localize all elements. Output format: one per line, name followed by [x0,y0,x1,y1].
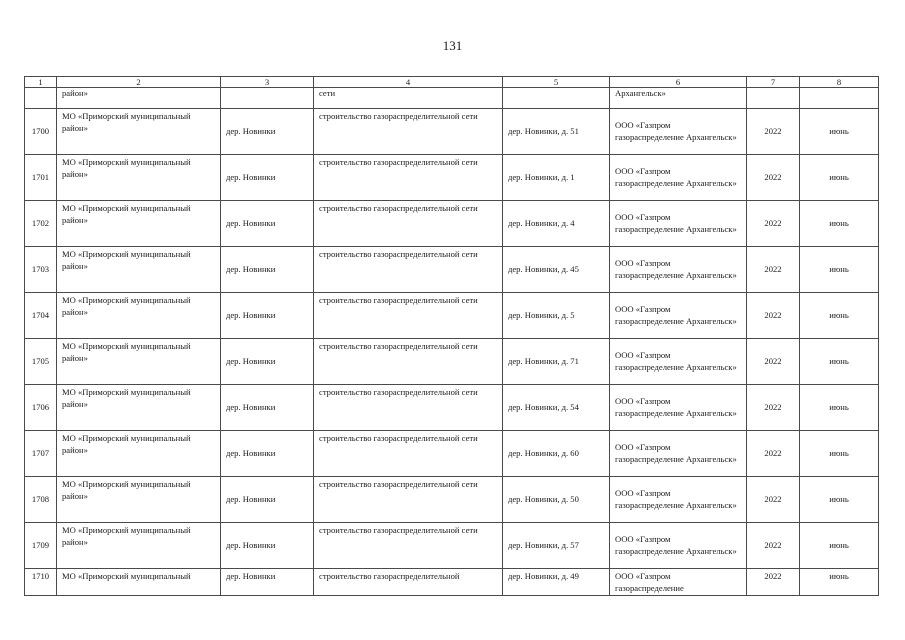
table-row [25,293,879,339]
column-header-6: 6 [610,77,747,88]
cell-district: МО «Приморский муниципальный район» [57,385,221,431]
cell-month: июнь [800,247,879,293]
table-row [25,431,879,477]
cell-num: 1707 [25,431,57,477]
cell-num [25,88,57,109]
cell-month: июнь [800,201,879,247]
cell-address: дер. Новинки, д. 71 [503,339,610,385]
cell-work: строительство газораспределительной сети [314,523,503,569]
cell-month: июнь [800,109,879,155]
cell-district: МО «Приморский муниципальный район» [57,431,221,477]
cell-work: строительство газораспределительной сети [314,201,503,247]
cell-org: ООО «Газпром газораспределение Архангельск» [610,477,747,523]
cell-address: дер. Новинки, д. 51 [503,109,610,155]
cell-org: Архангельск» [610,88,747,109]
table-row [25,339,879,385]
cell-work: строительство газораспределительной сети [314,431,503,477]
cell-num: 1703 [25,247,57,293]
cell-district: район» [57,88,221,109]
cell-month: июнь [800,385,879,431]
cell-settlement [221,88,314,109]
cell-year: 2022 [747,109,800,155]
cell-num: 1706 [25,385,57,431]
cell-num: 1709 [25,523,57,569]
cell-settlement: дер. Новинки [221,477,314,523]
cell-work: строительство газораспределительной сети [314,477,503,523]
cell-org: ООО «Газпром газораспределение [610,569,747,596]
cell-address: дер. Новинки, д. 45 [503,247,610,293]
cell-org: ООО «Газпром газораспределение Архангельск» [610,385,747,431]
cell-month [800,88,879,109]
cell-num: 1700 [25,109,57,155]
cell-year [747,88,800,109]
cell-district: МО «Приморский муниципальный район» [57,523,221,569]
table-header [25,77,879,88]
column-header-7: 7 [747,77,800,88]
table-row [25,247,879,293]
cell-num: 1705 [25,339,57,385]
table-row [25,201,879,247]
table-row [25,477,879,523]
cell-settlement: дер. Новинки [221,247,314,293]
cell-district: МО «Приморский муниципальный район» [57,477,221,523]
cell-year: 2022 [747,569,800,596]
column-header-4: 4 [314,77,503,88]
cell-work: строительство газораспределительной сети [314,385,503,431]
cell-year: 2022 [747,523,800,569]
cell-district: МО «Приморский муниципальный район» [57,155,221,201]
cell-year: 2022 [747,477,800,523]
cell-month: июнь [800,477,879,523]
table-body [25,88,879,596]
cell-district: МО «Приморский муниципальный район» [57,201,221,247]
cell-district: МО «Приморский муниципальный район» [57,293,221,339]
cell-settlement: дер. Новинки [221,201,314,247]
column-header-1: 1 [25,77,57,88]
cell-district: МО «Приморский муниципальный район» [57,339,221,385]
cell-address: дер. Новинки, д. 57 [503,523,610,569]
cell-work: строительство газораспределительной сети [314,293,503,339]
cell-settlement: дер. Новинки [221,523,314,569]
cell-year: 2022 [747,247,800,293]
cell-num: 1704 [25,293,57,339]
cell-district: МО «Приморский муниципальный район» [57,247,221,293]
cell-month: июнь [800,155,879,201]
cell-district: МО «Приморский муниципальный [57,569,221,596]
cell-num: 1702 [25,201,57,247]
cell-org: ООО «Газпром газораспределение Архангельск» [610,109,747,155]
cell-org: ООО «Газпром газораспределение Архангельск» [610,431,747,477]
cell-work: сети [314,88,503,109]
cell-work: строительство газораспределительной сети [314,109,503,155]
column-header-3: 3 [221,77,314,88]
cell-settlement: дер. Новинки [221,385,314,431]
cell-org: ООО «Газпром газораспределение Архангельск» [610,339,747,385]
cell-work: строительство газораспределительной сети [314,247,503,293]
cell-settlement: дер. Новинки [221,293,314,339]
table-row-partial [25,569,879,596]
cell-year: 2022 [747,385,800,431]
cell-work: строительство газораспределительной сети [314,339,503,385]
cell-month: июнь [800,339,879,385]
cell-year: 2022 [747,339,800,385]
column-header-8: 8 [800,77,879,88]
cell-num: 1710 [25,569,57,596]
column-header-5: 5 [503,77,610,88]
cell-year: 2022 [747,201,800,247]
column-number-row [25,77,879,88]
cell-address: дер. Новинки, д. 4 [503,201,610,247]
cell-year: 2022 [747,293,800,339]
continuation-row [25,88,879,109]
cell-district: МО «Приморский муниципальный район» [57,109,221,155]
cell-num: 1708 [25,477,57,523]
cell-address: дер. Новинки, д. 60 [503,431,610,477]
gas-network-registry-table [24,76,879,596]
cell-month: июнь [800,431,879,477]
cell-org: ООО «Газпром газораспределение Архангельск» [610,293,747,339]
cell-address: дер. Новинки, д. 54 [503,385,610,431]
cell-settlement: дер. Новинки [221,431,314,477]
cell-year: 2022 [747,155,800,201]
cell-num: 1701 [25,155,57,201]
cell-settlement: дер. Новинки [221,569,314,596]
cell-address [503,88,610,109]
table-row [25,109,879,155]
cell-address: дер. Новинки, д. 49 [503,569,610,596]
cell-settlement: дер. Новинки [221,155,314,201]
cell-org: ООО «Газпром газораспределение Архангельск» [610,155,747,201]
cell-month: июнь [800,523,879,569]
cell-settlement: дер. Новинки [221,109,314,155]
cell-month: июнь [800,293,879,339]
cell-month: июнь [800,569,879,596]
cell-settlement: дер. Новинки [221,339,314,385]
cell-address: дер. Новинки, д. 5 [503,293,610,339]
cell-work: строительство газораспределительной [314,569,503,596]
table-row [25,155,879,201]
table-row [25,385,879,431]
cell-year: 2022 [747,431,800,477]
table-row [25,523,879,569]
cell-org: ООО «Газпром газораспределение Архангельск» [610,201,747,247]
cell-address: дер. Новинки, д. 50 [503,477,610,523]
cell-address: дер. Новинки, д. 1 [503,155,610,201]
cell-work: строительство газораспределительной сети [314,155,503,201]
cell-org: ООО «Газпром газораспределение Архангельск» [610,523,747,569]
column-header-2: 2 [57,77,221,88]
cell-org: ООО «Газпром газораспределение Архангельск» [610,247,747,293]
page-number: 131 [442,38,463,53]
